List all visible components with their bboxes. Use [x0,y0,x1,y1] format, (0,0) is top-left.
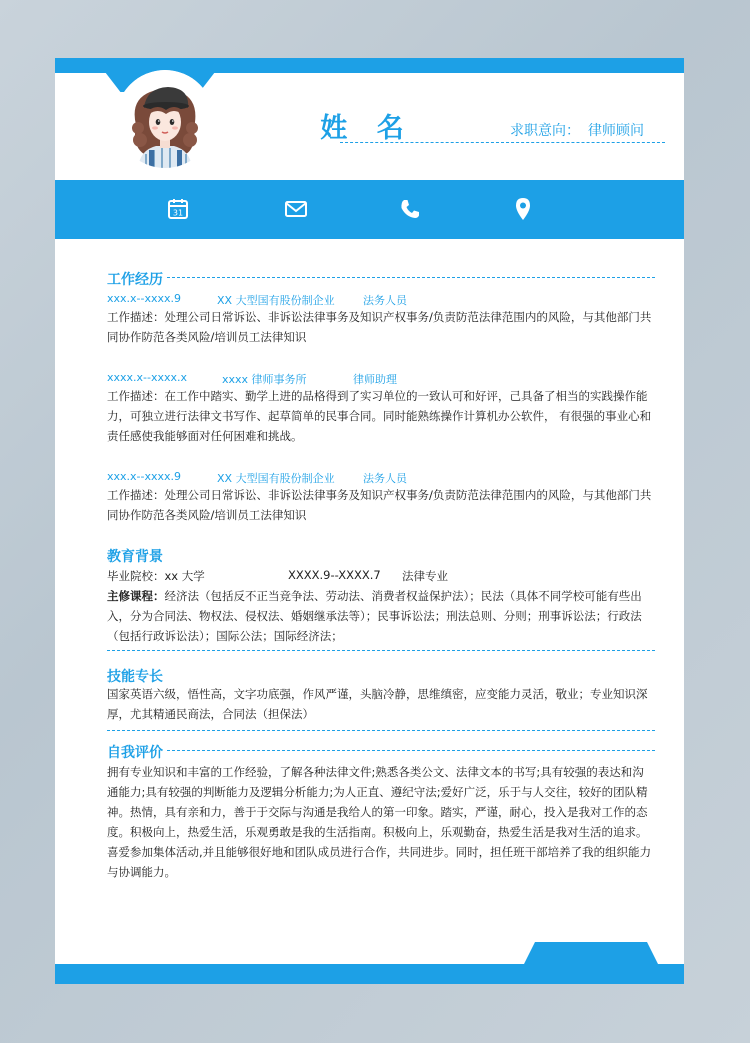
work-entry-1-role: 法务人员 [363,294,407,307]
job-intention-value: 律师顾问 [588,123,644,139]
education-divider [107,650,655,651]
education-period: XXXX.9--XXXX.7 [288,568,381,582]
work-entry-1-date: xxx.x--xxxx.9 [107,292,182,305]
self-eval-section-title: 自我评价 [107,745,163,761]
education-courses [107,586,652,646]
resume-page [55,58,684,984]
bottom-accent-bar [55,964,684,984]
self-eval-text: 拥有专业知识和丰富的工作经验，了解各种法律文件;熟悉各类公文、法律文本的书写;具有较强的表达和沟通能力;具有较强的判断能力及逻辑分析能力;为人正直、遵纪守法;爱好广泛，乐于与人交往，较好的团队精神。热情，具有亲和力，善于于交际与沟通是我给人的第一印象。踏实，严谨，耐心，投入是我对工作的态度。积极向上，热爱生活，乐观勇敢是我的生活指南。积极向上，乐观勤奋，热爱生活是我对生活的追求。喜爱参加集体活动,并且能够很好地和团队成员进行合作，共同进步。同时，担任班干部培养了我的组织能力与协调能力。 [107,765,652,879]
job-intention-label: 求职意向： [510,123,580,139]
mail-icon [283,196,309,222]
work-entry-3-role: 法务人员 [363,472,407,485]
avatar [116,70,214,168]
work-entry-1-company: XX 大型国有股份制企业 [217,294,335,307]
education-section-title: 教育背景 [107,549,163,565]
work-section-divider [167,277,655,278]
candidate-name: 姓 名 [320,113,414,144]
education-school: 毕业院校：xx 大学 [107,569,205,583]
skills-text: 国家英语六级，悟性高，文字功底强，作风严谨，头脑冷静，思维缜密，应变能力灵活，敬业；专业知识深厚，尤其精通民商法，合同法（担保法） [107,687,648,721]
calendar-icon [165,196,191,222]
work-entry-1-desc: 工作描述：处理公司日常诉讼、非诉讼法律事务及知识产权事务/负责防范法律范围内的风险，与其他部门共同协作防范各类风险/培训员工法律知识 [107,310,652,344]
work-entry-2-company: xxxx 律师事务所 [222,373,307,386]
calendar-day: 31 [172,208,184,218]
courses-text: 经济法（包括反不正当竞争法、劳动法、消费者权益保护法）；民法（具体不同学校可能有些出入，分为合同法、物权法、侵权法、婚姻继承法等）；民事诉讼法；刑法总则、分则；刑事诉讼法；行政法（包括行政诉讼法）；国际公法；国际经济法； [107,589,642,643]
avatar-illustration [116,70,214,168]
skills-divider [107,730,655,731]
phone-icon [397,196,423,222]
contact-bar [55,180,684,239]
header-divider [340,142,665,143]
work-entry-3-desc: 工作描述：处理公司日常诉讼、非诉讼法律事务及知识产权事务/负责防范法律范围内的风险，与其他部门共同协作防范各类风险/培训员工法律知识 [107,488,652,522]
work-entry-2-desc: 工作描述：在工作中踏实、勤学上进的品格得到了实习单位的一致认可和好评，己具备了相当的实践操作能力，可独立进行法律文书写作、起草简单的民事合同。同时能熟练操作计算机办公软件， 有很强的事业心和责任感使我能够面对任何困难和挑战。 [107,389,652,443]
courses-label: 主修课程： [107,589,165,603]
skills-section-title: 技能专长 [107,669,163,685]
work-section-title: 工作经历 [107,272,163,288]
education-major: 法律专业 [402,569,448,583]
work-entry-2-date: xxxx.x--xxxx.x [107,371,188,384]
top-accent-bar [55,58,684,73]
work-entry-3-company: XX 大型国有股份制企业 [217,472,335,485]
self-eval-divider [167,750,655,751]
location-icon [510,196,536,222]
work-entry-2-role: 律师助理 [353,373,397,386]
work-entry-3-date: xxx.x--xxxx.9 [107,470,182,483]
